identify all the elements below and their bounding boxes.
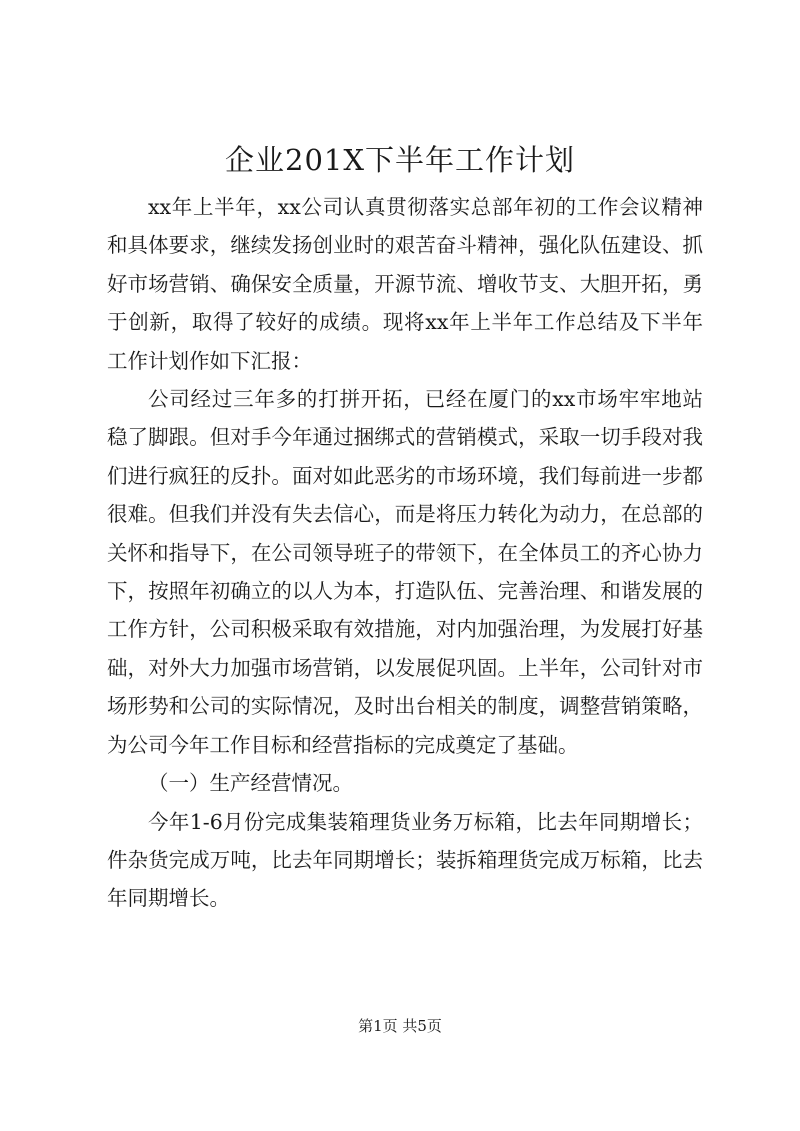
paragraph-market: 公司经过三年多的打拼开拓，已经在厦门的xx市场牢牢地站稳了脚跟。但对手今年通过捆绑式的营销模式，采取一切手段对我们进行疯狂的反扑。面对如此恶劣的市场环境，我们每前进一步都很难。但我们并没有失去信心，而是将压力转化为动力，在总部的关怀和指导下，在公司领导班子的带领下，在全体员工的齐心协力下，按照年初确立的以人为本，打造队伍、完善治理、和谐发展的工作方针，公司积极采取有效措施，对内加强治理，为发展打好基础，对外大力加强市场营销，以发展促巩固。上半年，公司针对市场形势和公司的实际情况，及时出台相关的制度，调整营销策略，为公司今年工作目标和经营指标的完成奠定了基础。 — [107, 387, 703, 757]
page-number: 第1页 共5页 — [358, 1017, 442, 1035]
document-body — [107, 188, 703, 918]
section-heading: （一）生产经营情况。 — [148, 771, 353, 796]
paragraph-intro: xx年上半年，xx公司认真贯彻落实总部年初的工作会议精神和具体要求，继续发扬创业时的艰苦奋斗精神，强化队伍建设、抓好市场营销、确保安全质量，开源节流、增收节支、大胆开拓，勇于创新，取得了较好的成绩。现将xx年上半年工作总结及下半年工作计划作如下汇报： — [107, 195, 703, 373]
paragraph-production: 今年1-6月份完成集装箱理货业务万标箱，比去年同期增长；件杂货完成万吨，比去年同期增长；装拆箱理货完成万标箱，比去年同期增长。 — [107, 809, 703, 911]
document-title: 企业201X下半年工作计划 — [225, 143, 575, 177]
